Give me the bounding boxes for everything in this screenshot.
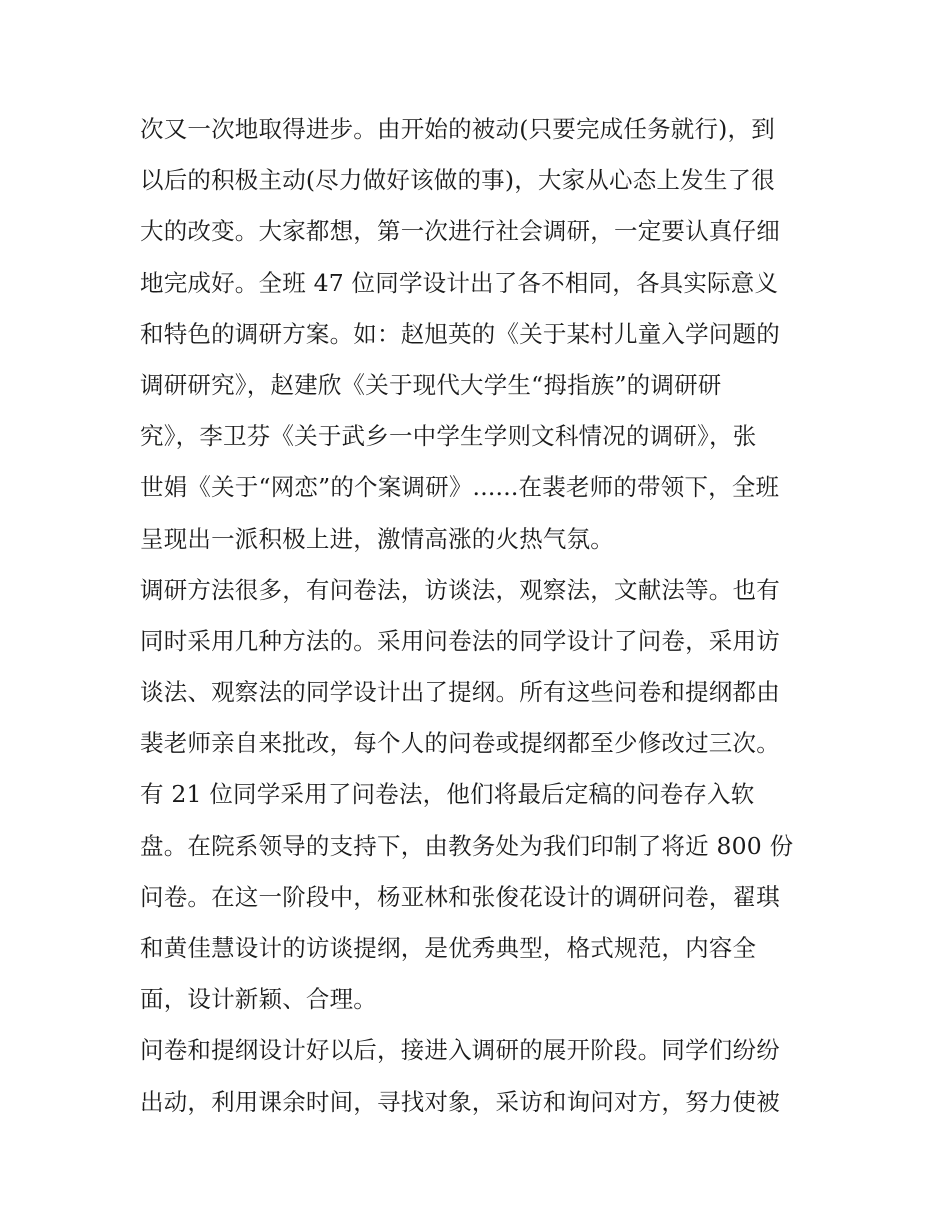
text-line: 谈法、观察法的同学设计出了提纲。所有这些问卷和提纲都由 xyxy=(140,678,780,707)
text-line: 以后的积极主动(尽力做好该做的事)，大家从心态上发生了很 xyxy=(140,166,775,195)
text-line: 究》，李卫芬《关于武乡一中学生学则文科情况的调研》，张 xyxy=(140,422,757,451)
text-line: 调研方法很多，有问卷法，访谈法，观察法，文献法等。也有 xyxy=(140,575,780,604)
text-line: 问卷。在这一阶段中，杨亚林和张俊花设计的调研问卷，翟琪 xyxy=(140,882,780,911)
text-line: 次又一次地取得进步。由开始的被动(只要完成任务就行)，到 xyxy=(140,115,775,143)
text-line: 问卷和提纲设计好以后，接进入调研的展开阶段。同学们纷纷 xyxy=(140,1036,780,1065)
text-line: 和特色的调研方案。如：赵旭英的《关于某村儿童入学问题的 xyxy=(140,319,780,348)
text-line: 同时采用几种方法的。采用问卷法的同学设计了问卷，采用访 xyxy=(140,626,780,655)
text-line: 裴老师亲自来批改，每个人的问卷或提纲都至少修改过三次。 xyxy=(140,729,780,758)
body-text xyxy=(140,104,820,1128)
text-line: 面，设计新颖、合理。 xyxy=(140,985,377,1014)
text-line: 有 21 位同学采用了问卷法，他们将最后定稿的问卷存入软 xyxy=(140,780,755,809)
text-line: 出动，利用课余时间，寻找对象，采访和询问对方，努力使被 xyxy=(140,1087,780,1116)
text-line: 调研研究》，赵建欣《关于现代大学生“拇指族”的调研研 xyxy=(140,370,722,399)
text-line: 地完成好。全班 47 位同学设计出了各不相同，各具实际意义 xyxy=(140,268,779,297)
text-line: 和黄佳慧设计的访谈提纲，是优秀典型，格式规范，内容全 xyxy=(140,934,757,962)
text-line: 盘。在院系领导的支持下，由教务处为我们印制了将近 800 份 xyxy=(140,831,794,860)
text-line: 大的改变。大家都想，第一次进行社会调研，一定要认真仔细 xyxy=(140,217,780,246)
text-line: 世娟《关于“网恋”的个案调研》......在裴老师的带领下，全班 xyxy=(140,473,780,502)
text-line: 呈现出一派积极上进，激情高涨的火热气氛。 xyxy=(140,524,614,553)
